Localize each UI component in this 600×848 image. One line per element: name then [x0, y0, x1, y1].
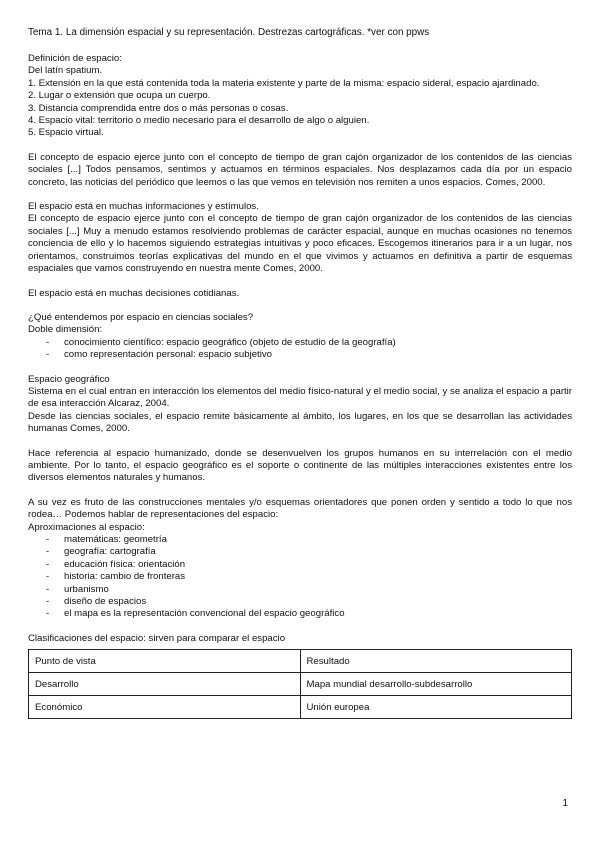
classification-table	[28, 649, 572, 719]
list-item: - el mapa es la representación convencional del espacio geográfico	[46, 608, 345, 620]
definition-item: 5. Espacio virtual.	[28, 127, 104, 139]
definition-origin: Del latín spatium.	[28, 65, 103, 77]
paragraph-concept: El concepto de espacio ejerce junto con el concepto de tiempo de gran cajón organizador de los contenidos de las ciencias sociales [...] Todos pensamos, sentimos y actuamos en términos espaciales. Nos desplazamos cada día por un espacio concreto, las noticias del periódico que leemos o las que vemos en televisión nos remiten a unos espacios. Comes, 2000.	[28, 151, 572, 188]
definition-heading: Definición de espacio:	[28, 53, 122, 64]
approaches-heading: Aproximaciones al espacio:	[28, 521, 145, 533]
table-cell: Desarrollo	[29, 673, 301, 696]
geo-paragraph-2: Desde las ciencias sociales, el espacio remite básicamente al ámbito, los lugares, en los que se desarrollan las actividades humanas Comes, 2000.	[28, 410, 572, 435]
approaches-list	[28, 534, 572, 621]
list-item: - matemáticas: geometría	[46, 534, 167, 545]
table-cell: Económico	[29, 696, 301, 719]
decisions-line: El espacio está en muchas decisiones cotidianas.	[28, 287, 240, 299]
question-sub: Doble dimensión:	[28, 324, 103, 336]
paragraph-spatial-problems: El concepto de espacio ejerce junto con el concepto de tiempo de gran cajón organizador de los contenidos de las ciencias sociales [...] Muy a menudo estamos resolviendo problemas de carácter espacial, aunque en muchas ocasiones no tenemos conciencia de ello y lo hacemos siguiendo estrategias intuitivas y poco eficaces. Escogemos itinerarios para ir a un lugar, nos orientamos, construimos teorías explicativas del mundo en el que vivimos y actuamos en definitiva a partir de esquemas espaciales que vamos construyendo en nuestra mente Comes, 2000.	[28, 213, 572, 275]
list-item: - educación física: orientación	[46, 558, 186, 570]
definition-list	[28, 78, 572, 140]
document-page	[28, 26, 572, 719]
paragraph-representations: A su vez es fruto de las construcciones mentales y/o esquemas orientadores que ponen orden y sentido a todo lo que nos rodea… Podemos hablar de representaciones del espacio:	[28, 496, 572, 521]
document-title: Tema 1. La dimensión espacial y su representación. Destrezas cartográficas. *ver con ppws	[28, 27, 430, 38]
definition-item: 1. Extensión en la que está contenida toda la materia existente y parte de la misma: espacio sideral, espacio ajardinado.	[28, 77, 540, 89]
table-header-cell: Resultado	[300, 650, 572, 673]
table-cell: Unión europea	[300, 696, 572, 719]
list-item: - diseño de espacios	[46, 596, 147, 608]
table-caption: Clasificaciones del espacio: sirven para comparar el espacio	[28, 632, 286, 644]
definition-item: 3. Distancia comprendida entre dos o más personas o cosas.	[28, 102, 289, 114]
table-header-row	[29, 650, 572, 673]
dimension-list	[28, 337, 572, 362]
info-heading: El espacio está en muchas informaciones y estímulos.	[28, 201, 259, 213]
list-item: - geografía: cartografía	[46, 546, 156, 558]
table-row	[29, 696, 572, 719]
list-item: - historia: cambio de fronteras	[46, 571, 186, 583]
question-heading: ¿Qué entendemos por espacio en ciencias sociales?	[28, 311, 254, 323]
table-row	[29, 673, 572, 696]
paragraph-humanized: Hace referencia al espacio humanizado, donde se desenvuelven los grupos humanos en su interrelación con el medio ambiente. Por lo tanto, el espacio geográfico es el soporte o continente de las múltiples interacciones existentes entre los diversos elementos naturales y humanos.	[28, 447, 572, 484]
list-item: - como representación personal: espacio subjetivo	[46, 349, 272, 361]
definition-item: 2. Lugar o extensión que ocupa un cuerpo.	[28, 90, 211, 102]
table-header-cell: Punto de vista	[29, 650, 301, 673]
table-cell: Mapa mundial desarrollo-subdesarrollo	[300, 673, 572, 696]
geo-heading: Espacio geográfico	[28, 373, 110, 385]
list-item: - conocimiento científico: espacio geográfico (objeto de estudio de la geografía)	[46, 336, 396, 348]
page-number: 1	[562, 798, 568, 809]
list-item: - urbanismo	[46, 583, 109, 595]
definition-item: 4. Espacio vital: territorio o medio necesario para el desarrollo de algo o alguien.	[28, 115, 370, 127]
geo-paragraph: Sistema en el cual entran en interacción los elementos del medio físico-natural y el medio social, y se analiza el espacio a partir de esa interacción Alcaraz, 2004.	[28, 385, 572, 410]
